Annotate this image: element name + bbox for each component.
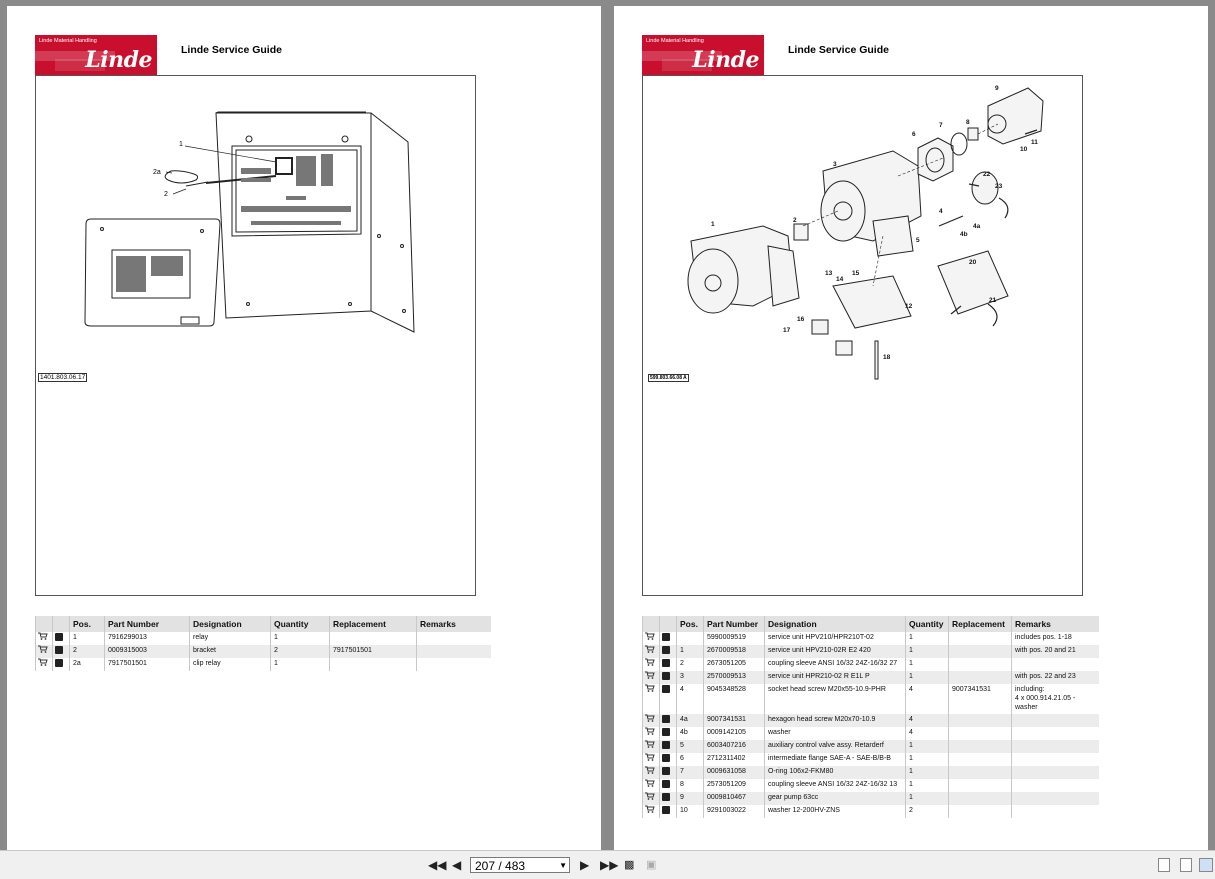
cell-remarks [417,645,492,658]
cell-pos: 4a [677,714,704,727]
callout-23: 23 [995,183,1003,190]
callout-8: 8 [966,119,970,126]
cell-pos [677,632,704,645]
cell-quantity: 1 [906,740,949,753]
col-designation: Designation [190,616,271,632]
cell-pos: 4 [677,684,704,714]
cell-replacement: 7917501501 [330,645,417,658]
cell-quantity: 1 [906,792,949,805]
callout-16a: 16 [797,316,805,323]
cell-pos: 3 [677,671,704,684]
cell-designation: washer [765,727,906,740]
add-to-cart-icon[interactable] [643,727,660,740]
table-row [643,671,1100,684]
add-to-cart-icon[interactable] [643,658,660,671]
cell-part-number: 9007341531 [704,714,765,727]
cell-part-number: 2573051209 [704,779,765,792]
cell-part-number: 2670009518 [704,645,765,658]
cell-designation: coupling sleeve ANSI 16/32 24Z-16/32 13 [765,779,906,792]
cell-quantity: 1 [906,766,949,779]
cell-replacement [330,658,417,671]
cell-remarks: with pos. 22 and 23 [1012,671,1100,684]
table-row [643,740,1100,753]
table-row [643,766,1100,779]
callout-12: 12 [905,303,913,310]
cell-remarks [417,632,492,645]
cell-remarks [1012,779,1100,792]
callout-6: 6 [912,131,916,138]
cell-pos: 2a [70,658,105,671]
shopping-bag-icon[interactable] [660,714,677,727]
col-quantity: Quantity [906,616,949,632]
callout-10: 10 [1020,146,1028,153]
cell-quantity: 1 [906,671,949,684]
left-page [7,6,601,850]
cell-designation: socket head screw M20x55-10.9-PHR [765,684,906,714]
pump-assembly-drawing [643,76,1082,595]
callout-22: 22 [983,171,991,178]
cell-designation: coupling sleeve ANSI 16/32 24Z-16/32 27 [765,658,906,671]
add-to-cart-icon[interactable] [643,792,660,805]
shopping-bag-icon[interactable] [660,766,677,779]
cell-quantity: 1 [906,632,949,645]
cell-pos: 1 [677,645,704,658]
table-row [36,632,492,645]
cell-remarks: including: 4 x 000.914.21.05 - washer [1012,684,1100,714]
cell-remarks [1012,805,1100,818]
col-replacement: Replacement [949,616,1012,632]
cell-remarks [1012,727,1100,740]
cell-remarks: includes pos. 1-18 [1012,632,1100,645]
add-to-cart-icon[interactable] [643,714,660,727]
cell-quantity: 4 [906,684,949,714]
cell-pos: 4b [677,727,704,740]
callout-21: 21 [989,297,997,304]
parts-table [642,616,1099,818]
callout-4: 4 [939,208,943,215]
cell-designation: hexagon head screw M20x70-10.9 [765,714,906,727]
fit-page-icon[interactable]: ▩ [624,859,635,871]
cell-designation: bracket [190,645,271,658]
cell-remarks [1012,766,1100,779]
cell-designation: washer 12-200HV-ZNS [765,805,906,818]
add-to-cart-icon[interactable] [36,645,53,658]
cell-quantity: 1 [906,779,949,792]
figure-reference: 1401.803.06.17 [40,374,86,381]
callout-18: 18 [883,354,891,361]
cell-quantity: 1 [906,753,949,766]
linde-logo: Linde Material Handling Linde [35,35,157,75]
cell-quantity: 4 [906,727,949,740]
table-row [643,645,1100,658]
navigation-toolbar [0,850,1215,879]
cell-designation: intermediate flange SAE-A - SAE-B/B-B [765,753,906,766]
shopping-bag-icon[interactable] [660,779,677,792]
last-page-icon[interactable]: ▶▶ [600,858,619,872]
shopping-bag-icon[interactable] [53,645,70,658]
cell-part-number: 2570009513 [704,671,765,684]
shopping-bag-icon[interactable] [660,753,677,766]
cell-remarks [1012,740,1100,753]
callout-20: 20 [969,259,977,266]
cell-replacement [949,714,1012,727]
parts-table [35,616,491,671]
cell-pos: 2 [70,645,105,658]
figure-reference: 599.803.66.08 A [650,375,687,381]
cell-designation: gear pump 63cc [765,792,906,805]
table-row [36,658,492,671]
cell-pos: 2 [677,658,704,671]
cell-pos: 5 [677,740,704,753]
add-to-cart-icon[interactable] [643,779,660,792]
cell-replacement [949,727,1012,740]
callout-15a: 15 [852,270,860,277]
add-to-cart-icon[interactable] [643,645,660,658]
callout-7: 7 [939,122,943,129]
cell-pos: 9 [677,792,704,805]
cell-pos: 7 [677,766,704,779]
table-row [643,805,1100,818]
cell-replacement [949,632,1012,645]
cell-replacement [330,632,417,645]
callout-4b: 4b [960,231,968,238]
cell-replacement [949,805,1012,818]
guide-title: Linde Service Guide [181,44,282,56]
cell-designation: clip relay [190,658,271,671]
col-quantity: Quantity [271,616,330,632]
first-page-icon[interactable]: ◀◀ [428,858,447,872]
shopping-bag-icon[interactable] [660,632,677,645]
cell-part-number: 5990009519 [704,632,765,645]
table-row [36,645,492,658]
cell-replacement [949,740,1012,753]
callout-17a: 17 [783,327,791,334]
cell-part-number: 7917501501 [105,658,190,671]
shopping-bag-icon[interactable] [660,684,677,714]
cell-remarks [417,658,492,671]
callout-9: 9 [995,85,999,92]
cell-part-number: 0009142105 [704,727,765,740]
cell-remarks [1012,658,1100,671]
table-row [643,792,1100,805]
col-designation: Designation [765,616,906,632]
shopping-bag-icon[interactable] [53,658,70,671]
cell-remarks [1012,714,1100,727]
cell-replacement [949,779,1012,792]
callout-2: 2 [793,217,797,224]
cell-part-number: 2673051205 [704,658,765,671]
add-to-cart-icon[interactable] [643,766,660,779]
add-to-cart-icon[interactable] [643,805,660,818]
cell-replacement [949,766,1012,779]
drawing-frame [35,75,476,596]
shopping-bag-icon[interactable] [53,632,70,645]
cell-part-number: 6003407216 [704,740,765,753]
cell-remarks [1012,792,1100,805]
cell-designation: O-ring 106x2-FKM80 [765,766,906,779]
cell-quantity: 1 [271,632,330,645]
cell-part-number: 0009810467 [704,792,765,805]
linde-logo: Linde Material Handling Linde [642,35,764,75]
add-to-cart-icon[interactable] [36,658,53,671]
callout-2a: 2a [153,169,161,176]
cell-pos: 1 [70,632,105,645]
cell-replacement [949,645,1012,658]
col-remarks: Remarks [1012,616,1100,632]
shopping-bag-icon[interactable] [660,792,677,805]
col-remarks: Remarks [417,616,492,632]
col-pos: Pos. [677,616,704,632]
cell-designation: auxiliary control valve assy. Retarderf [765,740,906,753]
cell-remarks [1012,753,1100,766]
shopping-bag-icon[interactable] [660,671,677,684]
shopping-bag-icon[interactable] [660,805,677,818]
previous-page-icon[interactable]: ◀ [452,858,462,872]
two-page-view-icon[interactable] [1199,858,1213,872]
callout-14a: 14 [836,276,844,283]
col-replacement: Replacement [330,616,417,632]
add-to-cart-icon[interactable] [643,684,660,714]
table-row [643,753,1100,766]
add-to-cart-icon[interactable] [643,740,660,753]
table-row [643,727,1100,740]
cell-part-number: 9045348528 [704,684,765,714]
add-to-cart-icon[interactable] [36,632,53,645]
cell-part-number: 2712311402 [704,753,765,766]
next-page-icon[interactable]: ▶ [580,858,590,872]
callout-13a: 13 [825,270,833,277]
cell-part-number: 0009631058 [704,766,765,779]
cell-quantity: 2 [906,805,949,818]
table-row [643,684,1100,714]
callout-1: 1 [179,141,183,148]
col-pos: Pos. [70,616,105,632]
cell-quantity: 4 [906,714,949,727]
cell-designation: service unit HPV210/HPR210T-02 [765,632,906,645]
cell-replacement [949,792,1012,805]
cell-pos: 6 [677,753,704,766]
callout-2: 2 [164,191,168,198]
table-row [643,632,1100,645]
cell-pos: 8 [677,779,704,792]
continuous-view-icon[interactable] [1180,858,1192,872]
callout-4a: 4a [973,223,981,230]
add-to-cart-icon[interactable] [643,753,660,766]
chevron-down-icon[interactable]: ▼ [559,861,567,870]
cell-designation: service unit HPR210-02 R E1L P [765,671,906,684]
cell-pos: 10 [677,805,704,818]
drawing-frame [642,75,1083,596]
table-row [643,714,1100,727]
cell-remarks: with pos. 20 and 21 [1012,645,1100,658]
col-part-number: Part Number [105,616,190,632]
shopping-bag-icon[interactable] [660,645,677,658]
guide-title: Linde Service Guide [788,44,889,56]
col-part-number: Part Number [704,616,765,632]
cell-quantity: 1 [906,658,949,671]
shopping-bag-icon[interactable] [660,740,677,753]
shopping-bag-icon[interactable] [660,658,677,671]
add-to-cart-icon[interactable] [643,671,660,684]
cell-replacement [949,671,1012,684]
cell-part-number: 0009315003 [105,645,190,658]
page-number-input[interactable]: 207 / 483 ▼ [470,857,570,873]
cell-replacement: 9007341531 [949,684,1012,714]
cell-designation: service unit HPV210-02R E2 420 [765,645,906,658]
rotate-page-icon[interactable]: ▣ [646,859,657,871]
cell-replacement [949,658,1012,671]
electrical-box-drawing [36,76,475,595]
right-page [614,6,1208,850]
cell-quantity: 1 [906,645,949,658]
cell-replacement [949,753,1012,766]
callout-5: 5 [916,237,920,244]
cell-part-number: 7916299013 [105,632,190,645]
table-row [643,658,1100,671]
callout-1: 1 [711,221,715,228]
table-row [643,779,1100,792]
shopping-bag-icon[interactable] [660,727,677,740]
add-to-cart-icon[interactable] [643,632,660,645]
single-page-view-icon[interactable] [1158,858,1170,872]
cell-designation: relay [190,632,271,645]
callout-11: 11 [1031,139,1038,146]
callout-3: 3 [833,161,837,168]
cell-quantity: 1 [271,658,330,671]
cell-quantity: 2 [271,645,330,658]
cell-part-number: 9291003022 [704,805,765,818]
